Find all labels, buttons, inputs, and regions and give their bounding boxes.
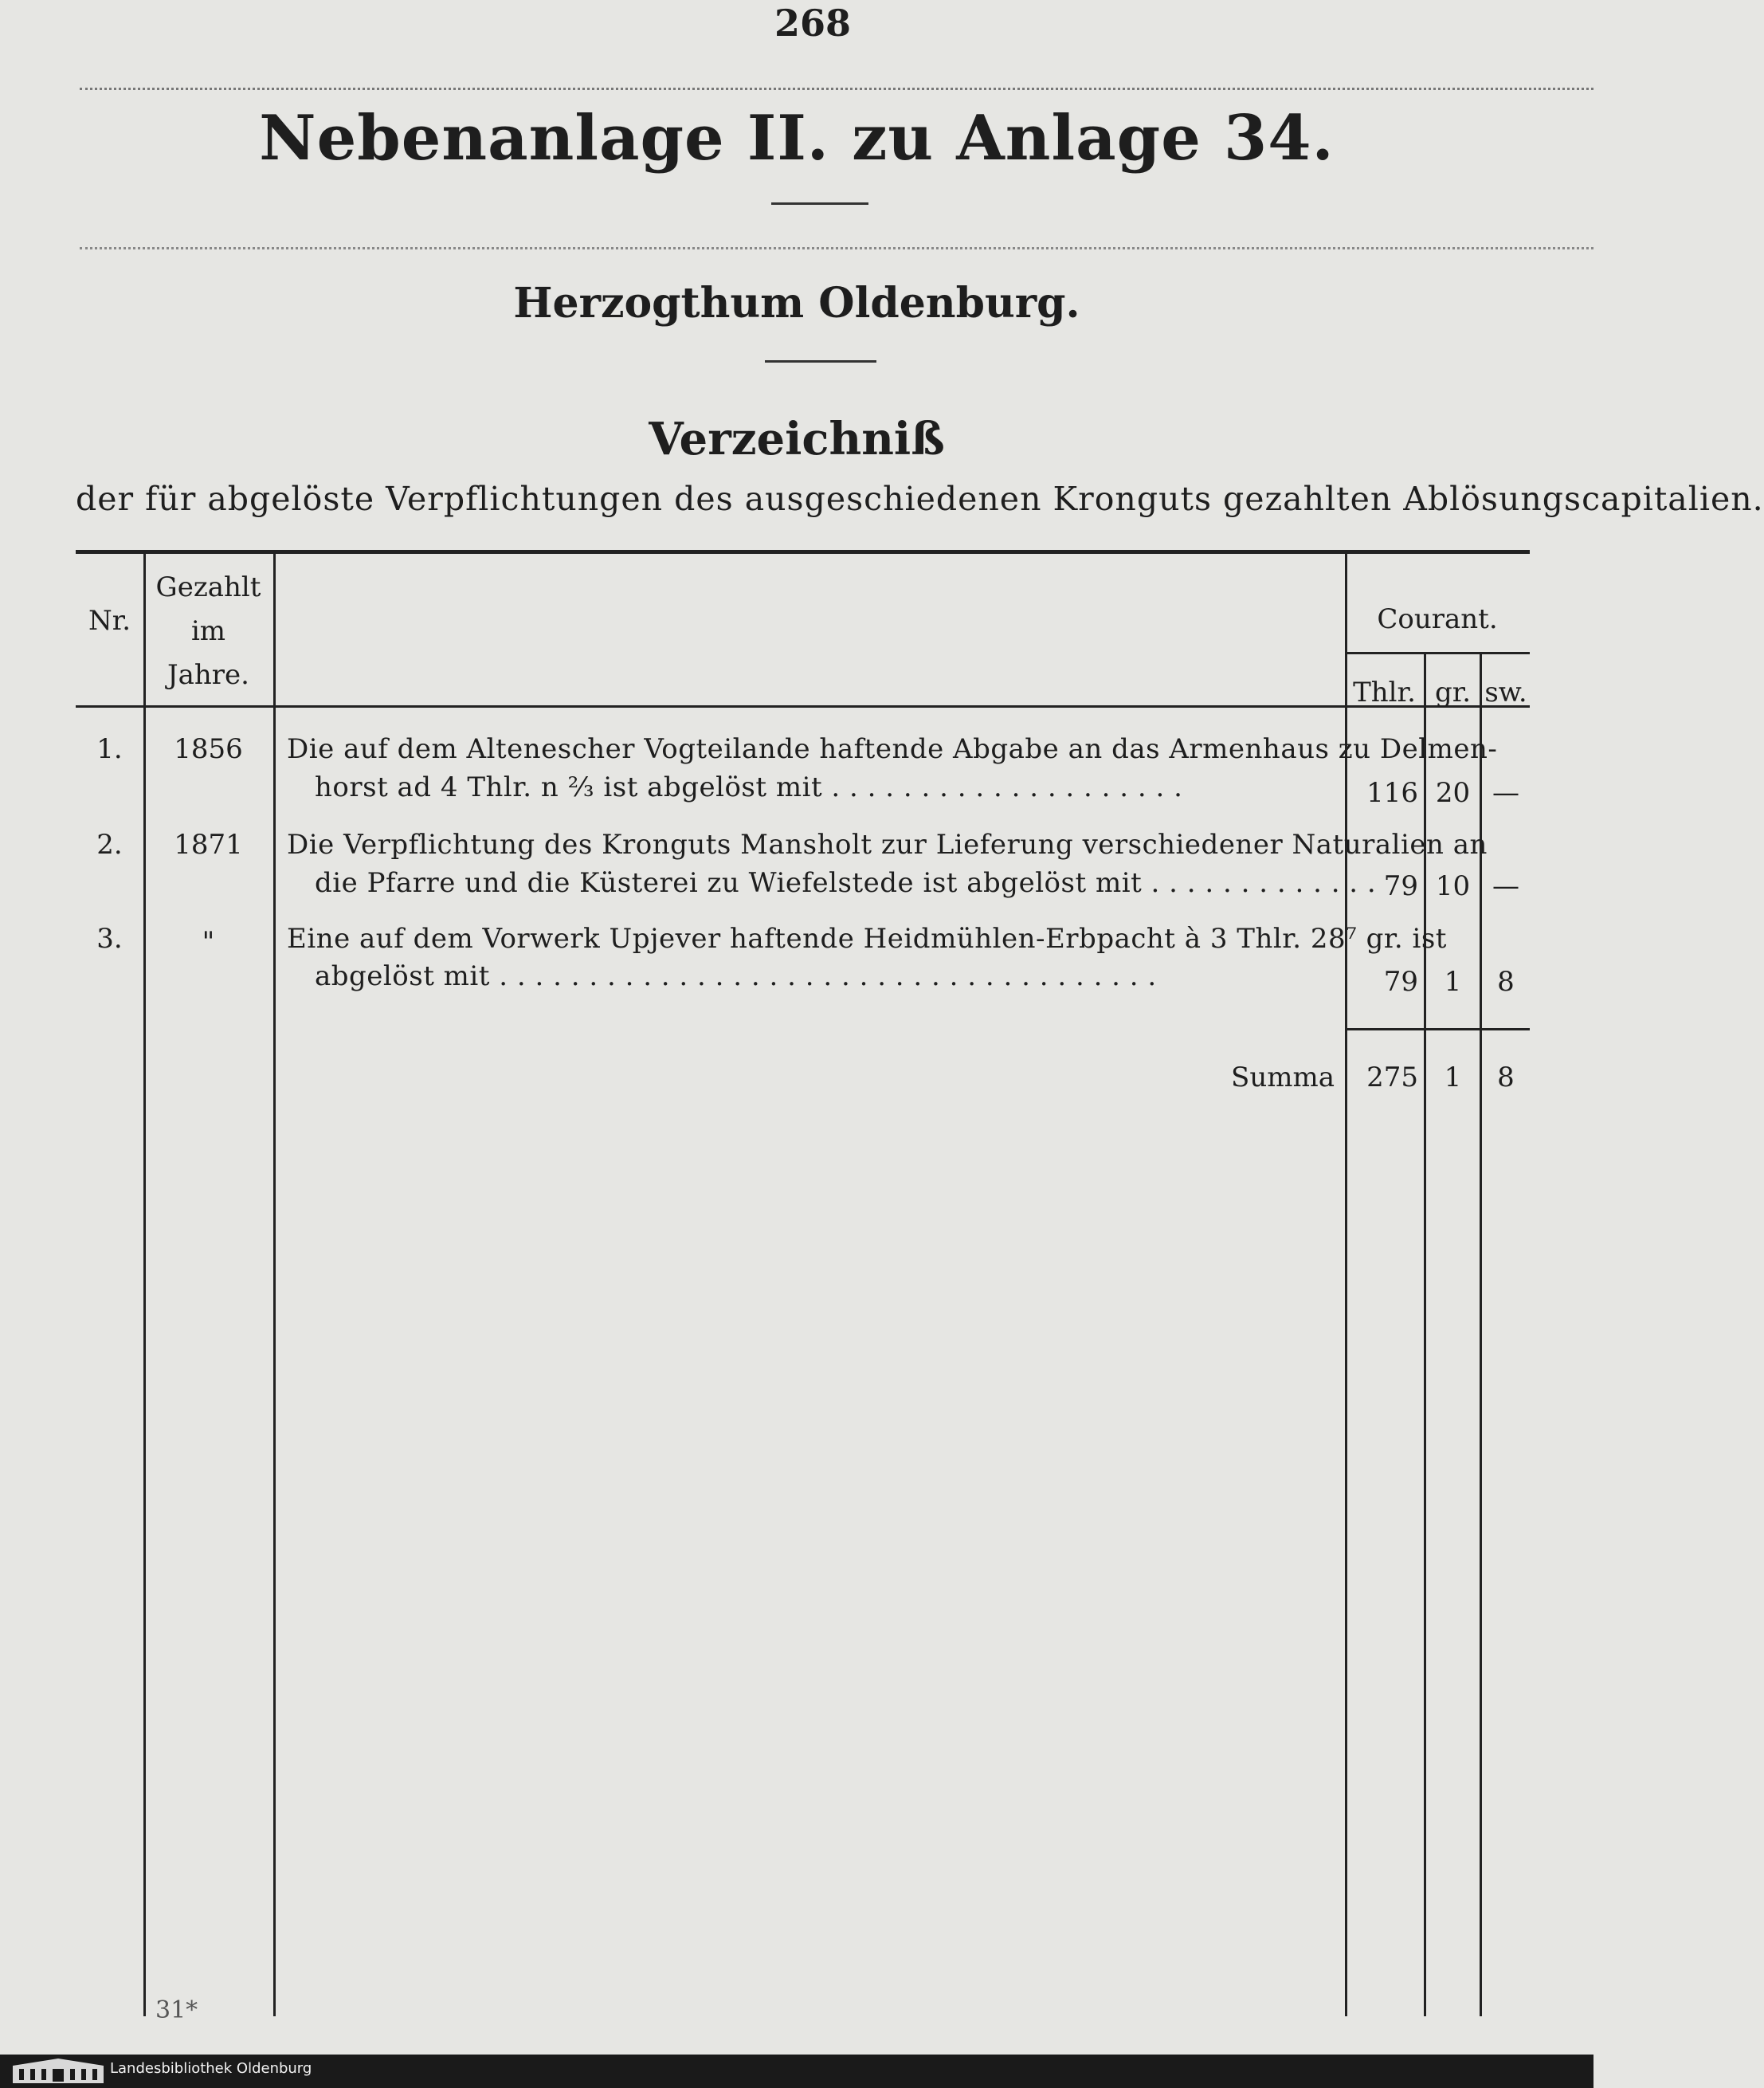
total-thlr: 275 bbox=[1366, 1062, 1418, 1093]
row2-nr: 2. bbox=[96, 829, 123, 861]
header-thlr: Thlr. bbox=[1353, 677, 1416, 708]
header-year bbox=[143, 566, 273, 697]
library-building-icon bbox=[11, 2058, 105, 2085]
row1-text-line2: horst ad 4 Thlr. n ⅔ ist abgelöst mit . . . . . . . . . . . . . . . . . . . . bbox=[315, 771, 1183, 803]
page-title: Nebenanlage II. zu Anlage 34. bbox=[259, 102, 1335, 175]
margin-mark: 31* bbox=[155, 1996, 198, 2024]
table-header-rule bbox=[76, 705, 1530, 708]
row1-sw: — bbox=[1492, 777, 1519, 809]
footer-library-name: Landesbibliothek Oldenburg bbox=[110, 2060, 312, 2077]
header-year-line1: Gezahlt bbox=[155, 571, 261, 603]
row3-text-line1: Eine auf dem Vorwerk Upjever haftende Heidmühlen-Erbpacht à 3 Thlr. 28⁷ gr. ist bbox=[287, 923, 1447, 955]
list-heading: Verzeichniß bbox=[649, 413, 945, 465]
list-description: der für abgelöste Verpflichtungen des ausgeschiedenen Kronguts gezahlten Ablösungscapitalien. bbox=[76, 480, 1764, 518]
row2-year: 1871 bbox=[174, 829, 243, 861]
title-underline bbox=[771, 202, 868, 205]
row3-year: " bbox=[202, 926, 215, 958]
total-sw: 8 bbox=[1497, 1062, 1515, 1093]
header-year-line3: Jahre. bbox=[167, 659, 249, 691]
currency-subheader-rule bbox=[1345, 652, 1530, 654]
column-divider-text bbox=[1345, 551, 1347, 2016]
row1-gr: 20 bbox=[1435, 777, 1471, 809]
header-sw: sw. bbox=[1484, 677, 1527, 708]
row3-nr: 3. bbox=[96, 923, 123, 955]
total-rule bbox=[1347, 1028, 1530, 1030]
row1-thlr: 116 bbox=[1366, 777, 1418, 809]
header-dotted-rule-lower bbox=[80, 247, 1593, 249]
row2-thlr: 79 bbox=[1383, 870, 1418, 902]
total-gr: 1 bbox=[1444, 1062, 1462, 1093]
header-currency: Courant. bbox=[1377, 603, 1498, 635]
page-number: 268 bbox=[774, 2, 852, 45]
column-divider-year bbox=[273, 551, 276, 2016]
total-label: Summa bbox=[1231, 1062, 1335, 1093]
row2-gr: 10 bbox=[1435, 870, 1471, 902]
row2-text-line1: Die Verpflichtung des Kronguts Mansholt zur Lieferung verschiedener Naturalien an bbox=[287, 829, 1488, 861]
row3-thlr: 79 bbox=[1383, 966, 1418, 998]
table-top-rule bbox=[76, 550, 1530, 554]
header-gr: gr. bbox=[1434, 677, 1472, 708]
row1-text-line1: Die auf dem Altenescher Vogteilande haftende Abgabe an das Armenhaus zu Delmen- bbox=[287, 733, 1498, 765]
row2-text-line2: die Pfarre und die Küsterei zu Wiefelstede ist abgelöst mit . . . . . . . . . . . . . bbox=[315, 867, 1377, 899]
row3-text-line2: abgelöst mit . . . . . . . . . . . . . . . . . . . . . . . . . . . . . . . . . . . . . bbox=[315, 960, 1157, 992]
column-divider-nr bbox=[143, 551, 146, 2016]
header-year-line2: im bbox=[190, 615, 226, 647]
row3-gr: 1 bbox=[1444, 966, 1462, 998]
header-dotted-rule bbox=[80, 88, 1593, 90]
region-underline bbox=[765, 360, 876, 363]
header-nr: Nr. bbox=[88, 605, 131, 637]
row1-year: 1856 bbox=[174, 733, 243, 765]
row2-sw: — bbox=[1492, 870, 1519, 902]
row3-sw: 8 bbox=[1497, 966, 1515, 998]
row1-nr: 1. bbox=[96, 733, 123, 765]
region-heading: Herzogthum Oldenburg. bbox=[513, 279, 1080, 328]
